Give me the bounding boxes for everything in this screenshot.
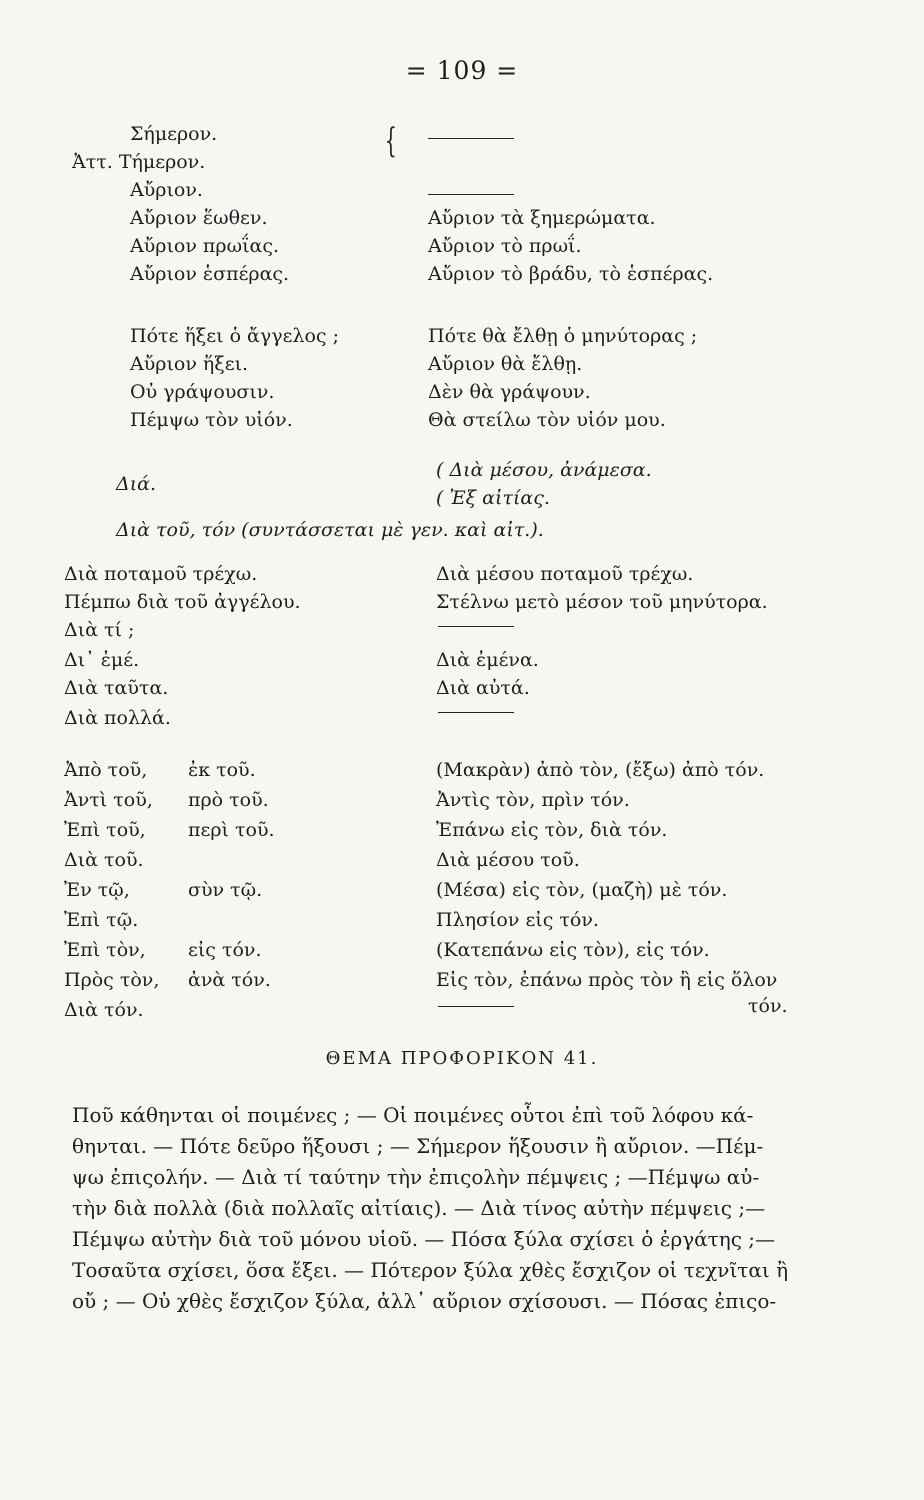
block2-left-1: Αὔριον ἥξει. xyxy=(130,353,249,375)
block4-left-b-1: πρὸ τοῦ. xyxy=(188,789,269,811)
block2-left-2: Οὐ γράψουσιν. xyxy=(130,381,275,403)
block4-right-4: (Μέσα) εἰς τὸν, (μαζὴ) μὲ τόν. xyxy=(436,879,728,901)
block4-right-3: Διὰ μέσου τοῦ. xyxy=(436,849,580,871)
block2-left-3: Πέμψω τὸν υἱόν. xyxy=(130,409,293,431)
block3-left-3: Δι᾽ ἐμέ. xyxy=(64,649,140,671)
block4-right-0: (Μακρὰν) ἀπὸ τὸν, (ἔξω) ἀπὸ τόν. xyxy=(436,759,765,781)
exercise-line: οὔ ; — Οὐ χθὲς ἔσχιζον ξύλα, ἀλλ᾽ αὔριον σχίσουσι. — Πόσας ἐπιςο- xyxy=(72,1289,777,1313)
block2-right-1: Αὔριον θὰ ἔλθῃ. xyxy=(428,353,583,375)
block3-right-3: Διὰ αὐτά. xyxy=(436,677,530,699)
block3-left-2: Διὰ τί ; xyxy=(64,619,135,641)
dia-label: Διά. xyxy=(116,473,157,495)
block3-left-1: Πέμπω διὰ τοῦ ἀγγέλου. xyxy=(64,591,301,613)
block4-left-b-4: εἰς τόν. xyxy=(188,939,262,961)
block4-left-a-0: Ἀπὸ τοῦ, xyxy=(64,759,148,781)
dash-rule xyxy=(438,712,514,713)
block1-left-4: Αὔριον πρωΐας. xyxy=(130,235,280,257)
block4-left-a-7: Πρὸς τὸν, xyxy=(64,969,160,991)
dash-rule xyxy=(428,138,514,139)
block4-left-b-5: ἀνὰ τόν. xyxy=(188,969,271,991)
exercise-line: θηνται. — Πότε δεῦρο ἥξουσι ; — Σήμερον ἥξουσιν ἢ αὔριον. —Πέμ- xyxy=(72,1134,764,1158)
block4-right-6: (Κατεπάνω εἰς τὸν), εἰς τόν. xyxy=(436,939,710,961)
exercise-line: Ποῦ κάθηνται οἱ ποιμένες ; — Οἱ ποιμένες οὗτοι ἐπὶ τοῦ λόφου κά- xyxy=(72,1103,754,1127)
block2-right-0: Πότε θὰ ἔλθῃ ὁ μηνύτορας ; xyxy=(428,325,698,347)
block3-right-2: Διὰ ἐμένα. xyxy=(436,649,539,671)
block1-left-1: Ἀττ. Τήμερον. xyxy=(72,151,206,173)
block1-left-3: Αὔριον ἕωθεν. xyxy=(130,207,268,229)
block2-left-0: Πότε ἥξει ὁ ἄγγελος ; xyxy=(130,325,340,347)
block4-left-a-2: Ἐπὶ τοῦ, xyxy=(64,819,146,841)
brace-glyph: { xyxy=(384,121,397,161)
block4-left-a-8: Διὰ τόν. xyxy=(64,999,144,1021)
dia-syntax-note: Διὰ τοῦ, τόν (συντάσσεται μὲ γεν. καὶ αἰτ.). xyxy=(116,519,544,541)
page-number: = 109 = xyxy=(405,56,519,85)
block3-left-5: Διὰ πολλά. xyxy=(64,707,171,729)
block4-left-b-3: σὺν τῷ. xyxy=(188,879,263,901)
exercise-line: Τοσαῦτα σχίσει, ὅσα ἔξει. — Πότερον ξύλα χθὲς ἔσχιζον οἱ τεχνῖται ἢ xyxy=(72,1258,789,1282)
exercise-line: ψω ἐπιςολήν. — Διὰ τί ταύτην τὴν ἐπιςολὴν πέμψεις ; —Πέμψω αὐ- xyxy=(72,1165,760,1189)
block4-left-a-1: Ἀντὶ τοῦ, xyxy=(64,789,153,811)
block3-left-4: Διὰ ταῦτα. xyxy=(64,677,169,699)
block4-right-5: Πλησίον εἰς τόν. xyxy=(436,909,599,931)
block3-left-0: Διὰ ποταμοῦ τρέχω. xyxy=(64,563,258,585)
dash-rule xyxy=(438,626,514,627)
block4-right-8: τόν. xyxy=(748,995,788,1017)
block3-right-0: Διὰ μέσου ποταμοῦ τρέχω. xyxy=(436,563,694,585)
block1-right-1: Αὔριον τὸ πρωΐ. xyxy=(428,235,582,257)
block4-left-a-3: Διὰ τοῦ. xyxy=(64,849,144,871)
exercise-line: Πέμψω αὐτὴν διὰ τοῦ μόνου υἱοῦ. — Πόσα ξύλα σχίσει ὁ ἐργάτης ;— xyxy=(72,1227,775,1251)
exercise-title: ΘΕΜΑ ΠΡΟΦΟΡΙΚΟΝ 41. xyxy=(325,1048,599,1069)
block4-right-7: Εἰς τὸν, ἐπάνω πρὸς τὸν ἢ εἰς ὅλον xyxy=(436,969,778,991)
block1-right-2: Αὔριον τὸ βράδυ, τὸ ἑσπέρας. xyxy=(428,263,714,285)
dash-rule xyxy=(438,1006,514,1007)
block4-left-a-4: Ἐν τῷ, xyxy=(64,879,130,901)
block4-right-2: Ἐπάνω εἰς τὸν, διὰ τόν. xyxy=(436,819,668,841)
block4-left-b-0: ἐκ τοῦ. xyxy=(188,759,256,781)
block2-right-3: Θὰ στείλω τὸν υἱόν μου. xyxy=(428,409,666,431)
block3-right-1: Στέλνω μετὸ μέσον τοῦ μηνύτορα. xyxy=(436,591,768,613)
block1-left-2: Αὔριον. xyxy=(130,179,203,201)
block1-right-0: Αὔριον τὰ ξημερώματα. xyxy=(428,207,656,229)
block4-left-a-5: Ἐπὶ τῷ. xyxy=(64,909,139,931)
exercise-paragraph xyxy=(72,1100,802,1317)
dash-rule xyxy=(428,194,514,195)
block4-left-a-6: Ἐπὶ τὸν, xyxy=(64,939,146,961)
exercise-line: τὴν διὰ πολλὰ (διὰ πολλαῖς αἰτίαις). — Διὰ τίνος αὐτὴν πέμψεις ;— xyxy=(72,1196,766,1220)
block2-right-2: Δὲν θὰ γράψουν. xyxy=(428,381,591,403)
dia-meaning-1: ( Διὰ μέσου, ἀνάμεσα. xyxy=(436,459,652,481)
dia-meaning-2: ( Ἐξ αἰτίας. xyxy=(436,487,550,509)
block1-left-0: Σήμερον. xyxy=(130,123,218,145)
block4-right-1: Ἀντὶς τὸν, πρὶν τόν. xyxy=(436,789,630,811)
block4-left-b-2: περὶ τοῦ. xyxy=(188,819,275,841)
block1-left-5: Αὔριον ἑσπέρας. xyxy=(130,263,290,285)
